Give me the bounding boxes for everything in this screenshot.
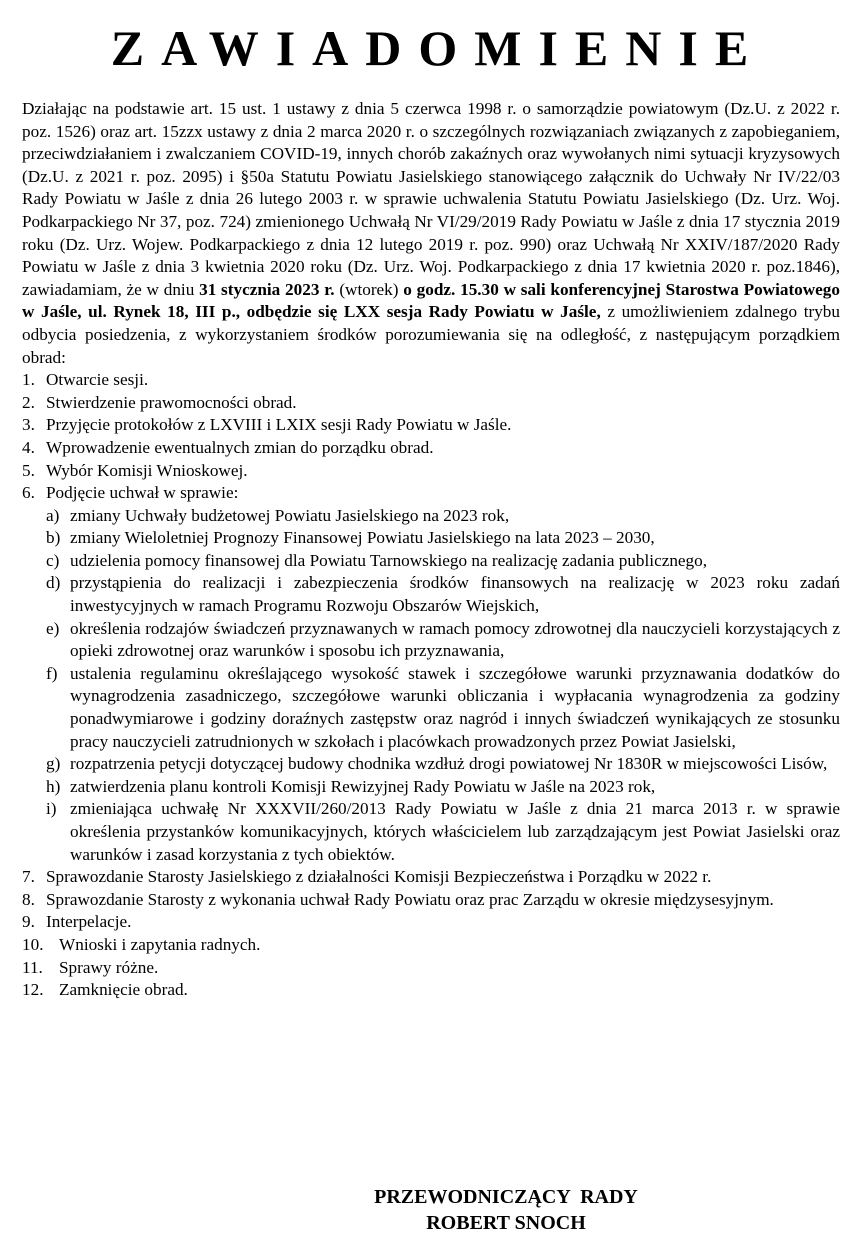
sub-item: i) zmieniająca uchwałę Nr XXXVII/260/2013 Rady Powiatu w Jaśle z dnia 21 marca 2013 r. w sprawie określenia przystanków komunikacyjnych, których właścicielem lub zarządzającym jest Powiat Jasielski oraz warunków i zasad korzystania z tych obiektów. xyxy=(46,799,840,864)
intro-text-3: z umożliwieniem zdalnego trybu odbycia posiedzenia, z wykorzystaniem środków porozumiewania się na odległość, z następującym porządkiem obrad: xyxy=(22,302,840,367)
session-time-place: o godz. 15.30 w sali konferencyjnej Starostwa Powiatowego w Jaśle, ul. Rynek 18, III p., odbędzie się LXX sesja Rady Powiatu w Jaśle, xyxy=(22,279,840,322)
agenda-item: 9. Interpelacje. xyxy=(22,912,132,932)
agenda-item: 2. Stwierdzenie prawomocności obrad. xyxy=(22,392,297,412)
sub-item: d) przystąpienia do realizacji i zabezpieczenia środków finansowych na realizację w 2023 roku zadań inwestycyjnych w ramach Programu Rozwoju Obszarów Wiejskich, xyxy=(46,573,840,616)
agenda-item: 5. Wybór Komisji Wnioskowej. xyxy=(22,460,248,480)
agenda-item: 8. Sprawozdanie Starosty z wykonania uchwał Rady Powiatu oraz prac Zarządu w okresie międzysesyjnym. xyxy=(22,889,774,909)
sub-item: h) zatwierdzenia planu kontroli Komisji Rewizyjnej Rady Powiatu w Jaśle na 2023 rok, xyxy=(46,776,656,796)
resolution-sublist xyxy=(22,505,840,867)
agenda-item: 7. Sprawozdanie Starosty Jasielskiego z działalności Komisji Bezpieczeństwa i Porządku w 2022 r. xyxy=(22,867,712,887)
intro-paragraph xyxy=(22,98,840,369)
agenda-item: 3. Przyjęcie protokołów z LXVIII i LXIX sesji Rady Powiatu w Jaśle. xyxy=(22,415,512,435)
agenda-list xyxy=(22,369,840,1002)
sub-item: e) określenia rodzajów świadczeń przyznawanych w ramach pomocy zdrowotnej dla nauczycieli korzystających z opieki zdrowotnej oraz warunków i sposobu ich przyznawania, xyxy=(46,618,840,661)
agenda-item: 11. Sprawy różne. xyxy=(22,957,159,977)
signature-title: PRZEWODNICZĄCY RADY xyxy=(374,1186,638,1208)
agenda-item: 12. Zamknięcie obrad. xyxy=(22,980,188,1000)
intro-text-2: (wtorek) xyxy=(334,279,404,299)
agenda-item: 6. Podjęcie uchwał w sprawie: a) zmiany Uchwały budżetowej Powiatu Jasielskiego na 2023 rok, b) zmiany Wieloletniej Prognozy Finansowej Powiatu Jasielskiego na lata 2023 – 2030, c) udzielenia pomocy finansowej dla Powiatu Tarnowskiego na realizację zadania publicznego, d) przystąpienia do realizacji i zabezpieczenia środków finansowych na realizację w 2023 roku zadań inwestycyjnych w ramach Programu Rozwoju Obszarów Wiejskich, e) określenia rodzajów świadczeń przyznawanych w ramach pomocy zdrowotnej dla nauczycieli korzystających z opieki zdrowotnej oraz warunków i sposobu ich przyznawania, f) ustalenia regulaminu określającego wysokość stawek i szczegółowe warunki przyznawania dodatków do wynagrodzenia zasadniczego, szczegółowe warunki obliczania i wypłacania wynagrodzenia za godziny ponadwymiarowe i godziny doraźnych zastępstw oraz nagród i innych świadczeń wynikających ze stosunku pracy nauczycieli zatrudnionych w szkołach i placówkach prowadzonych przez Powiat Jasielski, g) rozpatrzenia petycji dotyczącej budowy chodnika wzdłuż drogi powiatowej Nr 1830R w miejscowości Lisów, h) zatwierdzenia planu kontroli Komisji Rewizyjnej Rady Powiatu w Jaśle na 2023 rok, i) zmieniająca uchwałę Nr XXXVII/260/2013 Rady Powiatu w Jaśle z dnia 21 marca 2013 r. w sprawie określenia przystanków komunikacyjnych, których właścicielem lub zarządzającym jest Powiat Jasielski oraz warunków i zasad korzystania z tych obiektów. xyxy=(22,482,840,866)
sub-item: c) udzielenia pomocy finansowej dla Powiatu Tarnowskiego na realizację zadania publicznego, xyxy=(46,550,708,570)
signature-name: ROBERT SNOCH xyxy=(426,1212,586,1234)
signature-block xyxy=(22,1184,840,1236)
agenda-item: 4. Wprowadzenie ewentualnych zmian do porządku obrad. xyxy=(22,437,434,457)
sub-item: f) ustalenia regulaminu określającego wysokość stawek i szczegółowe warunki przyznawania dodatków do wynagrodzenia zasadniczego, szczegółowe warunki obliczania i wypłacania wynagrodzenia za godziny ponadwymiarowe i godziny doraźnych zastępstw oraz nagród i innych świadczeń wynikających ze stosunku pracy nauczycieli zatrudnionych w szkołach i placówkach prowadzonych przez Powiat Jasielski, xyxy=(46,663,840,751)
intro-text-1: Działając na podstawie art. 15 ust. 1 ustawy z dnia 5 czerwca 1998 r. o samorządzie powiatowym (Dz.U. z 2022 r. poz. 1526) oraz art. 15zzx ustawy z dnia 2 marca 2020 r. o szczególnych rozwiązaniach związanych z zapobieganiem, przeciwdziałaniem i zwalczaniem COVID-19, innych chorób zakaźnych oraz wywołanych nimi sytuacji kryzysowych (Dz.U. z 2021 r. poz. 2095) i §50a Statutu Powiatu Jasielskiego stanowiącego załącznik do Uchwały Nr IV/22/03 Rady Powiatu w Jaśle z dnia 26 lutego 2003 r. w sprawie uchwalenia Statutu Powiatu Jasielskiego (Dz. Urz. Woj. Podkarpackiego Nr 37, poz. 724) zmienionego Uchwałą Nr VI/29/2019 Rady Powiatu w Jaśle z dnia 17 stycznia 2019 roku (Dz. Urz. Wojew. Podkarpackiego z dnia 12 lutego 2019 r. poz. 990) oraz Uchwałą Nr XXIV/187/2020 Rady Powiatu w Jaśle z dnia 3 kwietnia 2020 roku (Dz. Urz. Woj. Podkarpackiego z dnia 17 kwietnia 2020 r. poz.1846), zawiadamiam, że w dniu xyxy=(22,99,840,299)
sub-item: g) rozpatrzenia petycji dotyczącej budowy chodnika wzdłuż drogi powiatowej Nr 1830R w miejscowości Lisów, xyxy=(46,754,828,774)
document-page xyxy=(22,14,840,1002)
agenda-item: 10. Wnioski i zapytania radnych. xyxy=(22,934,261,954)
sub-item: a) zmiany Uchwały budżetowej Powiatu Jasielskiego na 2023 rok, xyxy=(46,505,510,525)
agenda-item: 1. Otwarcie sesji. xyxy=(22,370,149,390)
document-title: ZAWIADOMIENIE xyxy=(110,20,766,76)
sub-item: b) zmiany Wieloletniej Prognozy Finansowej Powiatu Jasielskiego na lata 2023 – 2030, xyxy=(46,528,655,548)
session-date: 31 stycznia 2023 r. xyxy=(199,279,335,299)
